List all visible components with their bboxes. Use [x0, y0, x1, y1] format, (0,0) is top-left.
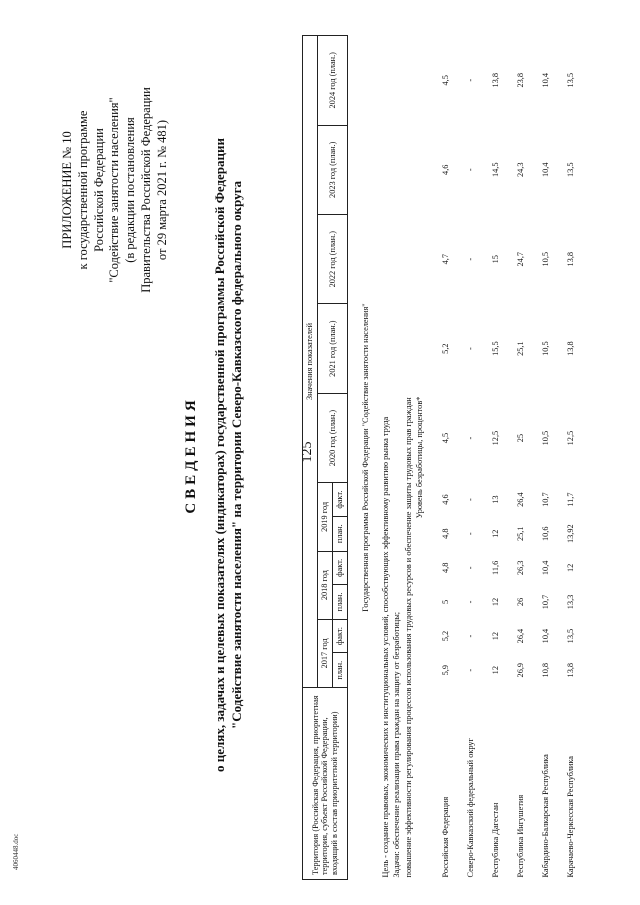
- row-value-cell: 10,4: [541, 73, 551, 88]
- table-row: [534, 36, 559, 880]
- document-file-id: 4060448.doc: [12, 833, 20, 870]
- row-value-cell: 14,5: [491, 162, 501, 178]
- document-title: [183, 15, 246, 895]
- table-row: [509, 36, 534, 880]
- row-value-cell: 10,7: [541, 594, 551, 610]
- row-value-cell: 23,8: [516, 73, 526, 88]
- territory-header: Территория (Российская Федерация, приоритетная территория, субъект Российской Федерации, входящий в состав приоритетной территории): [303, 688, 348, 880]
- table-row: [559, 36, 584, 880]
- row-value-cell: 13,5: [566, 162, 576, 178]
- row-value-cell: 13,8: [491, 73, 501, 88]
- row-territory-name: Карачаево-Черкесская Республика: [566, 756, 576, 878]
- indicator-line: Уровень безработицы, процентов*: [415, 396, 425, 519]
- row-value-cell: 12: [491, 666, 501, 675]
- row-value-cell: 11,7: [566, 492, 576, 507]
- year-header: 2022 год (план.): [318, 214, 348, 303]
- title-word: СВЕДЕНИЯ: [183, 396, 199, 514]
- year-header: 2018 год: [318, 551, 333, 619]
- row-value-cell: 13: [491, 495, 501, 504]
- row-value-cell: -: [466, 78, 476, 82]
- row-value-cell: 26: [516, 597, 526, 607]
- row-value-cell: 13,5: [566, 73, 576, 88]
- row-value-cell: 26,9: [516, 662, 526, 678]
- row-value-cell: 15,5: [491, 341, 501, 356]
- task-line: Задачи: обеспечение реализации права граждан на защиту от безработицы;: [392, 611, 402, 878]
- title-line-2: "Содействие занятости населения" на территории Северо-Кавказского федерального округа: [228, 181, 244, 729]
- row-value-cell: -: [466, 566, 476, 570]
- indicators-table: [302, 35, 584, 880]
- row-value-cell: -: [466, 436, 476, 440]
- row-value-cell: 12: [566, 563, 576, 572]
- year-header: 2017 год: [318, 619, 333, 687]
- plan-subheader: план.: [333, 585, 348, 620]
- table-row: [434, 36, 459, 880]
- row-value-cell: 4,8: [441, 562, 451, 574]
- row-value-cell: 12: [491, 597, 501, 607]
- row-value-cell: -: [466, 634, 476, 638]
- row-value-cell: -: [466, 347, 476, 351]
- fact-subheader: факт.: [333, 483, 348, 517]
- row-value-cell: 5: [441, 599, 451, 605]
- row-value-cell: -: [466, 532, 476, 536]
- plan-subheader: план.: [333, 516, 348, 551]
- year-header: 2023 год (план.): [318, 125, 348, 214]
- row-value-cell: 25: [516, 433, 526, 443]
- row-value-cell: 10,4: [541, 162, 551, 178]
- row-value-cell: 10,4: [541, 560, 551, 576]
- rotated-page-content: [0, 15, 620, 895]
- row-value-cell: 13,3: [566, 594, 576, 610]
- row-value-cell: 25,1: [516, 341, 526, 356]
- year-header: 2021 год (план.): [318, 304, 348, 393]
- goal-line: Цель - создание правовых, экономических и институциональных условий, способствующих эффективному развитию рынка труда: [380, 416, 390, 878]
- row-value-cell: -: [466, 600, 476, 604]
- row-value-cell: 10,4: [541, 628, 551, 644]
- row-value-cell: 13,92: [566, 524, 576, 544]
- row-value-cell: 10,5: [541, 251, 551, 267]
- row-territory-name: Российская Федерация: [441, 796, 451, 878]
- row-value-cell: 12,5: [566, 430, 576, 446]
- row-territory-name: Республика Дагестан: [491, 802, 501, 878]
- row-territory-name: Северо-Кавказский федеральный округ: [466, 738, 476, 878]
- row-value-cell: 10,7: [541, 492, 551, 507]
- appendix-line: "Содействие занятости населения": [107, 97, 122, 283]
- row-value-cell: 5,2: [441, 343, 451, 354]
- row-value-cell: 10,6: [541, 526, 551, 541]
- appendix-line: ПРИЛОЖЕНИЕ № 10: [60, 131, 74, 249]
- row-value-cell: 10,5: [541, 341, 551, 356]
- row-value-cell: 4,5: [441, 75, 451, 86]
- appendix-line: Правительства Российской Федерации: [138, 87, 153, 293]
- table-row: [459, 36, 484, 880]
- row-value-cell: -: [466, 168, 476, 172]
- appendix-line: к государственной программе: [75, 110, 90, 270]
- row-value-cell: 12: [491, 631, 501, 641]
- row-value-cell: -: [466, 498, 476, 501]
- row-territory-name: Кабардино-Балкарская Республика: [541, 754, 551, 878]
- row-value-cell: 26,3: [516, 560, 526, 576]
- row-value-cell: 13,8: [566, 341, 576, 356]
- row-value-cell: 4,8: [441, 528, 451, 539]
- year-header: 2019 год: [318, 483, 333, 551]
- values-header: Значения показателей: [303, 36, 318, 688]
- row-value-cell: 15: [491, 255, 501, 264]
- row-value-cell: 11,6: [491, 560, 501, 575]
- fact-subheader: факт.: [333, 551, 348, 585]
- row-value-cell: 25,1: [516, 526, 526, 541]
- row-value-cell: 10,5: [541, 430, 551, 446]
- program-line: Государственная программа Российской Федерации "Содействие занятости населения": [361, 303, 370, 612]
- table-row: [484, 36, 509, 880]
- year-header: 2020 год (план.): [318, 393, 348, 482]
- row-value-cell: 4,7: [441, 254, 451, 265]
- appendix-header: [60, 25, 170, 355]
- row-value-cell: 4,6: [441, 494, 451, 505]
- row-territory-name: Республика Ингушетия: [516, 794, 526, 878]
- fact-subheader: факт.: [333, 619, 348, 653]
- appendix-line: от 29 марта 2021 г. № 481): [154, 119, 169, 261]
- row-value-cell: 12: [491, 529, 501, 538]
- row-value-cell: 13,8: [566, 251, 576, 267]
- row-value-cell: 4,6: [441, 164, 451, 175]
- row-value-cell: -: [466, 257, 476, 261]
- row-value-cell: 12,5: [491, 430, 501, 446]
- task-line: повышение эффективности регулирования процессов использования трудовых ресурсов и обеспечение защиты трудовых прав граждан: [403, 397, 413, 878]
- appendix-line: (в редакции постановления: [123, 117, 137, 263]
- row-value-cell: 24,3: [516, 162, 526, 178]
- appendix-line: Российской Федерации: [91, 128, 106, 252]
- title-line-1: о целях, задачах и целевых показателях (индикаторах) государственной программы Российской Федерации: [212, 137, 227, 773]
- row-value-cell: 10,8: [541, 662, 551, 678]
- row-value-cell: 5,2: [441, 630, 451, 642]
- row-value-cell: 24,7: [516, 251, 526, 267]
- row-value-cell: 26,4: [516, 492, 526, 507]
- row-value-cell: 5,9: [441, 665, 451, 676]
- year-header: 2024 год (план.): [318, 36, 348, 126]
- row-value-cell: 13,5: [566, 628, 576, 644]
- row-value-cell: 4,5: [441, 432, 451, 444]
- row-value-cell: -: [466, 668, 476, 672]
- row-value-cell: 13,8: [566, 662, 576, 678]
- page-number: 125: [300, 441, 315, 463]
- plan-subheader: план.: [333, 653, 348, 688]
- row-value-cell: 26,4: [516, 628, 526, 644]
